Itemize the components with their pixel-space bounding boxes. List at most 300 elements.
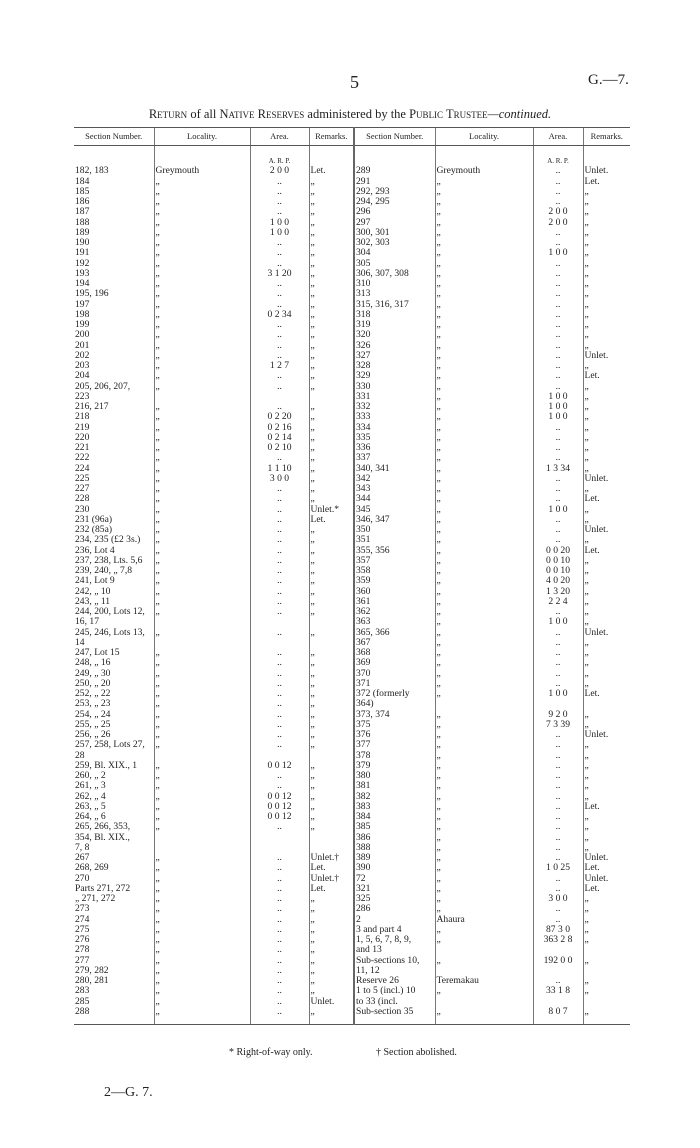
title-of: of all — [190, 107, 217, 121]
cell-section-number: 186 — [75, 197, 90, 207]
cell-remarks — [309, 833, 354, 843]
table-row — [74, 761, 630, 771]
cell-locality: „ — [154, 986, 250, 996]
cell-locality: „ — [154, 484, 250, 494]
table-row — [74, 597, 630, 607]
cell-remarks-2: „ — [583, 269, 630, 279]
cell-locality-2: „ — [435, 802, 533, 812]
cell-locality: „ — [154, 433, 250, 443]
cell-locality-2: „ — [435, 925, 533, 935]
table-row — [74, 248, 630, 258]
cell-remarks-2: „ — [583, 484, 630, 494]
table-row — [74, 433, 630, 443]
cell-section-number: 230 — [75, 504, 90, 515]
cell-area-2: .. — [533, 730, 583, 740]
cell-locality: „ — [154, 802, 250, 812]
cell-section-number-2: 289 — [354, 166, 435, 176]
cell-remarks-2: „ — [583, 720, 630, 730]
cell-area-2: 2 2 4 — [533, 597, 583, 607]
cell-locality-2: „ — [435, 566, 533, 576]
cell-area: .. — [250, 177, 309, 187]
cell-remarks-2: „ — [583, 658, 630, 668]
cell-section-number-2: 371 — [354, 679, 435, 689]
cell-section-number-2: 359 — [354, 576, 435, 586]
cell-section-number-2: 291 — [354, 177, 435, 187]
cell-area: .. — [250, 566, 309, 576]
cell-area: .. — [250, 320, 309, 330]
cell-area-2: 3 0 0 — [533, 894, 583, 904]
cell-section-number: 263, „ 5 — [75, 801, 106, 812]
cell-section-number: 182, 183 — [75, 166, 109, 177]
table-row — [74, 843, 630, 853]
cell-locality-2: „ — [435, 1007, 533, 1017]
cell-area-2: .. — [533, 628, 583, 638]
cell-section-number: 245, 246, Lots 13, — [75, 627, 145, 638]
cell-section-number-2: 335 — [354, 433, 435, 443]
cell-area-2: .. — [533, 310, 583, 320]
cell-area-2: .. — [533, 904, 583, 914]
cell-area: .. — [250, 300, 309, 310]
cell-area-2: 363 2 8 — [533, 935, 583, 945]
cell-section-number-2: 313 — [354, 289, 435, 299]
cell-remarks: „ — [309, 433, 354, 443]
cell-remarks-2: „ — [583, 556, 630, 566]
cell-area-2: .. — [533, 474, 583, 484]
cell-remarks: „ — [309, 207, 354, 217]
cell-remarks: „ — [309, 228, 354, 238]
cell-remarks: „ — [309, 494, 354, 504]
cell-section-number: 197 — [75, 299, 90, 310]
cell-section-number: 187 — [75, 207, 90, 218]
header-row — [74, 128, 630, 146]
cell-section-number: 14 — [75, 637, 85, 648]
cell-locality — [154, 617, 250, 627]
cell-locality-2: „ — [435, 874, 533, 884]
cell-area-2: 8 0 7 — [533, 1007, 583, 1017]
cell-locality: „ — [154, 874, 250, 884]
cell-area-2: .. — [533, 423, 583, 433]
cell-area-2: .. — [533, 792, 583, 802]
cell-section-number-2: 294, 295 — [354, 197, 435, 207]
cell-area: .. — [250, 966, 309, 976]
cell-area-2: 0 0 10 — [533, 556, 583, 566]
cell-section-number: 274 — [75, 914, 90, 925]
cell-area — [250, 392, 309, 402]
cell-section-number: 227 — [75, 484, 90, 494]
cell-remarks-2: „ — [583, 617, 630, 627]
cell-section-number-2: 370 — [354, 669, 435, 679]
cell-remarks: Unlet. — [309, 997, 354, 1007]
cell-remarks: „ — [309, 976, 354, 986]
table-row — [74, 915, 630, 925]
cell-area-2: 9 2 0 — [533, 710, 583, 720]
cell-locality-2: „ — [435, 781, 533, 791]
cell-remarks: „ — [309, 802, 354, 812]
cell-remarks: „ — [309, 197, 354, 207]
cell-remarks: „ — [309, 720, 354, 730]
cell-remarks: „ — [309, 761, 354, 771]
cell-section-number: 195, 196 — [75, 289, 109, 300]
cell-remarks-2: Let. — [583, 802, 630, 812]
cell-area: .. — [250, 740, 309, 750]
cell-section-number: 275 — [75, 924, 90, 935]
table-row — [74, 587, 630, 597]
cell-remarks-2: „ — [583, 187, 630, 197]
cell-area-2: 1 0 25 — [533, 863, 583, 873]
cell-remarks: „ — [309, 556, 354, 566]
cell-locality-2: „ — [435, 341, 533, 351]
cell-locality-2: „ — [435, 658, 533, 668]
cell-remarks-2: „ — [583, 207, 630, 217]
cell-locality: „ — [154, 587, 250, 597]
table-row — [74, 289, 630, 299]
cell-section-number: 191 — [75, 248, 90, 259]
cell-remarks: „ — [309, 464, 354, 474]
cell-remarks: „ — [309, 546, 354, 556]
cell-area: .. — [250, 371, 309, 381]
cell-remarks: „ — [309, 710, 354, 720]
cell-locality-2: „ — [435, 177, 533, 187]
table-row — [74, 238, 630, 248]
cell-locality: „ — [154, 361, 250, 371]
cell-area-2: 87 3 0 — [533, 925, 583, 935]
cell-area: .. — [250, 863, 309, 873]
table-row — [74, 812, 630, 822]
table-row — [74, 423, 630, 433]
cell-section-number-2: 325 — [354, 894, 435, 904]
cell-remarks: „ — [309, 925, 354, 935]
table-bottom-rule — [74, 1017, 630, 1025]
cell-area-2: .. — [533, 740, 583, 750]
cell-remarks-2: „ — [583, 433, 630, 443]
cell-remarks-2: „ — [583, 761, 630, 771]
cell-section-number-2: 364) — [354, 699, 435, 709]
cell-remarks-2: „ — [583, 771, 630, 781]
table-row — [74, 986, 630, 996]
cell-remarks-2: Unlet. — [583, 166, 630, 176]
cell-section-number: 249, „ 30 — [75, 668, 111, 679]
cell-area-2: .. — [533, 802, 583, 812]
cell-locality-2: „ — [435, 412, 533, 422]
cell-section-number: 216, 217 — [75, 402, 109, 412]
cell-remarks: „ — [309, 320, 354, 330]
cell-section-number: 256, „ 26 — [75, 730, 111, 740]
table-row — [74, 197, 630, 207]
cell-locality-2: „ — [435, 751, 533, 761]
cell-remarks-2: „ — [583, 710, 630, 720]
cell-remarks-2: „ — [583, 587, 630, 597]
cell-area: 2 0 0 — [250, 166, 309, 176]
cell-locality: „ — [154, 423, 250, 433]
cell-locality-2: „ — [435, 638, 533, 648]
table-row — [74, 1007, 630, 1017]
table-row — [74, 710, 630, 720]
table-row — [74, 484, 630, 494]
table-row — [74, 617, 630, 627]
cell-remarks: „ — [309, 566, 354, 576]
title-public-trustee: Public Trustee — [409, 107, 488, 121]
table-row — [74, 525, 630, 535]
cell-remarks: „ — [309, 269, 354, 279]
cell-locality-2: „ — [435, 956, 533, 966]
cell-locality: „ — [154, 812, 250, 822]
cell-remarks: Let. — [309, 884, 354, 894]
units-label: A. R. P. — [250, 146, 309, 167]
cell-area: .. — [250, 248, 309, 258]
cell-section-number-2: 368 — [354, 648, 435, 658]
cell-area: .. — [250, 976, 309, 986]
cell-remarks-2: „ — [583, 443, 630, 453]
cell-locality-2: „ — [435, 679, 533, 689]
cell-section-number: 268, 269 — [75, 863, 109, 874]
cell-remarks: „ — [309, 904, 354, 914]
table-row — [74, 515, 630, 525]
cell-section-number-2: 333 — [354, 412, 435, 422]
header-area-2: Area. — [533, 128, 583, 146]
cell-area-2: .. — [533, 535, 583, 545]
cell-remarks-2: „ — [583, 597, 630, 607]
cell-remarks-2 — [583, 997, 630, 1007]
cell-locality-2: „ — [435, 628, 533, 638]
cell-remarks: Let. — [309, 863, 354, 873]
cell-remarks: „ — [309, 915, 354, 925]
cell-section-number: 252, „ 22 — [75, 689, 111, 699]
cell-area-2: .. — [533, 915, 583, 925]
cell-locality-2: „ — [435, 792, 533, 802]
cell-remarks: „ — [309, 187, 354, 197]
cell-section-number-2: 336 — [354, 443, 435, 453]
cell-locality-2: „ — [435, 464, 533, 474]
table-row — [74, 956, 630, 966]
title-native-reserves: Native Reserves — [219, 107, 305, 121]
cell-locality: „ — [154, 382, 250, 392]
table-row — [74, 781, 630, 791]
cell-area-2 — [533, 699, 583, 709]
cell-area-2: .. — [533, 453, 583, 463]
cell-area-2: 2 0 0 — [533, 207, 583, 217]
cell-remarks: „ — [309, 484, 354, 494]
cell-locality: „ — [154, 341, 250, 351]
cell-section-number: 236, Lot 4 — [75, 545, 115, 556]
cell-area: 0 2 14 — [250, 433, 309, 443]
cell-remarks: „ — [309, 341, 354, 351]
cell-locality: „ — [154, 300, 250, 310]
cell-section-number: 193 — [75, 268, 90, 279]
cell-section-number: 273 — [75, 904, 90, 915]
title-middle: administered by the — [307, 107, 406, 121]
cell-remarks: „ — [309, 679, 354, 689]
cell-locality — [154, 751, 250, 761]
table-row — [74, 699, 630, 709]
cell-locality: „ — [154, 453, 250, 463]
cell-section-number: 257, 258, Lots 27, — [75, 740, 145, 751]
cell-area-2: 1 0 0 — [533, 505, 583, 515]
cell-section-number-2: 362 — [354, 607, 435, 617]
cell-area-2: 1 0 0 — [533, 689, 583, 699]
cell-locality-2: „ — [435, 853, 533, 863]
cell-locality — [154, 638, 250, 648]
cell-locality: „ — [154, 935, 250, 945]
cell-locality-2: „ — [435, 248, 533, 258]
cell-section-number-2: 357 — [354, 556, 435, 566]
cell-section-number-2: 3 and part 4 — [354, 925, 435, 935]
cell-section-number-2: 343 — [354, 484, 435, 494]
table-row — [74, 833, 630, 843]
cell-remarks-2: Let. — [583, 494, 630, 504]
cell-section-number-2: 315, 316, 317 — [354, 300, 435, 310]
cell-locality — [154, 833, 250, 843]
cell-section-number-2: 327 — [354, 351, 435, 361]
cell-area-2: .. — [533, 443, 583, 453]
cell-section-number-2: 306, 307, 308 — [354, 269, 435, 279]
cell-locality: „ — [154, 884, 250, 894]
cell-section-number-2: 321 — [354, 884, 435, 894]
cell-section-number: „ 271, 272 — [75, 894, 116, 904]
cell-section-number-2: 11, 12 — [354, 966, 435, 976]
table-row — [74, 371, 630, 381]
cell-section-number-2: 318 — [354, 310, 435, 320]
cell-locality-2: „ — [435, 310, 533, 320]
cell-area-2: .. — [533, 679, 583, 689]
cell-remarks-2: „ — [583, 197, 630, 207]
cell-section-number-2: 296 — [354, 207, 435, 217]
cell-locality-2: „ — [435, 207, 533, 217]
cell-section-number-2: 381 — [354, 781, 435, 791]
cell-remarks-2: „ — [583, 392, 630, 402]
cell-section-number-2: 337 — [354, 453, 435, 463]
cell-area: .. — [250, 382, 309, 392]
cell-remarks: „ — [309, 382, 354, 392]
cell-locality-2 — [435, 966, 533, 976]
cell-section-number-2: 320 — [354, 330, 435, 340]
cell-area-2: .. — [533, 238, 583, 248]
table-row — [74, 751, 630, 761]
table-row — [74, 945, 630, 955]
cell-section-number: 234, 235 (£2 3s.) — [75, 535, 141, 546]
cell-section-number: 203 — [75, 361, 90, 371]
cell-locality-2: „ — [435, 515, 533, 525]
cell-remarks: „ — [309, 669, 354, 679]
table-row — [74, 966, 630, 976]
cell-remarks — [309, 843, 354, 853]
cell-area: .. — [250, 986, 309, 996]
cell-section-number-2: 326 — [354, 341, 435, 351]
cell-remarks-2: Let. — [583, 177, 630, 187]
cell-remarks: „ — [309, 238, 354, 248]
cell-area-2: .. — [533, 781, 583, 791]
table-row — [74, 997, 630, 1007]
cell-remarks-2: „ — [583, 300, 630, 310]
cell-area: 0 0 12 — [250, 761, 309, 771]
cell-locality-2: „ — [435, 402, 533, 412]
cell-remarks-2: „ — [583, 648, 630, 658]
cell-locality: „ — [154, 792, 250, 802]
cell-locality: „ — [154, 546, 250, 556]
cell-remarks-2: Let. — [583, 863, 630, 873]
cell-remarks: „ — [309, 412, 354, 422]
cell-area-2: 192 0 0 — [533, 956, 583, 966]
cell-remarks: „ — [309, 177, 354, 187]
cell-area: .. — [250, 699, 309, 709]
cell-area-2: .. — [533, 279, 583, 289]
cell-section-number-2: 72 — [354, 874, 435, 884]
cell-section-number-2: 319 — [354, 320, 435, 330]
cell-area: .. — [250, 279, 309, 289]
cell-area: .. — [250, 669, 309, 679]
cell-area: .. — [250, 351, 309, 361]
cell-area-2: .. — [533, 761, 583, 771]
table-row — [74, 863, 630, 873]
cell-area: .. — [250, 822, 309, 832]
cell-section-number: 354, Bl. XIX., — [75, 832, 130, 843]
cell-area: .. — [250, 484, 309, 494]
cell-remarks-2: „ — [583, 218, 630, 228]
cell-remarks: „ — [309, 771, 354, 781]
cell-locality: „ — [154, 535, 250, 545]
cell-area-2: 1 0 0 — [533, 248, 583, 258]
cell-remarks-2: „ — [583, 566, 630, 576]
cell-locality: „ — [154, 628, 250, 638]
cell-remarks-2: Let. — [583, 884, 630, 894]
cell-locality — [154, 843, 250, 853]
footnote-right-of-way: * Right-of-way only. — [229, 1047, 313, 1058]
cell-remarks: „ — [309, 423, 354, 433]
cell-locality: „ — [154, 197, 250, 207]
cell-remarks-2: „ — [583, 423, 630, 433]
cell-area: .. — [250, 289, 309, 299]
table-row — [74, 187, 630, 197]
cell-area: .. — [250, 341, 309, 351]
cell-section-number-2: 329 — [354, 371, 435, 381]
cell-section-number-2: 386 — [354, 833, 435, 843]
cell-section-number: 16, 17 — [75, 617, 99, 628]
cell-section-number-2: 351 — [354, 535, 435, 545]
cell-remarks-2: „ — [583, 833, 630, 843]
cell-locality: „ — [154, 187, 250, 197]
cell-locality-2: „ — [435, 669, 533, 679]
table-row — [74, 802, 630, 812]
cell-area-2: 7 3 39 — [533, 720, 583, 730]
table-row — [74, 720, 630, 730]
cell-locality-2: „ — [435, 843, 533, 853]
table-row — [74, 535, 630, 545]
cell-remarks-2: „ — [583, 935, 630, 945]
cell-area: .. — [250, 935, 309, 945]
cell-locality: „ — [154, 597, 250, 607]
cell-locality: „ — [154, 515, 250, 525]
table-row — [74, 177, 630, 187]
cell-remarks-2: „ — [583, 607, 630, 617]
cell-locality: „ — [154, 740, 250, 750]
cell-locality-2: Greymouth — [435, 166, 533, 176]
header-locality: Locality. — [154, 128, 250, 146]
cell-locality-2: „ — [435, 761, 533, 771]
cell-remarks: „ — [309, 361, 354, 371]
page-reference: G.—7. — [588, 72, 629, 88]
cell-remarks-2: „ — [583, 248, 630, 258]
cell-section-number: 254, „ 24 — [75, 709, 111, 720]
cell-locality: „ — [154, 679, 250, 689]
cell-area-2 — [533, 945, 583, 955]
cell-section-number: 7, 8 — [75, 842, 90, 853]
cell-area: .. — [250, 556, 309, 566]
cell-locality: „ — [154, 689, 250, 699]
page-number: 5 — [350, 72, 359, 92]
table-row — [74, 730, 630, 740]
table-row — [74, 853, 630, 863]
cell-locality-2: „ — [435, 259, 533, 269]
cell-locality-2: „ — [435, 453, 533, 463]
